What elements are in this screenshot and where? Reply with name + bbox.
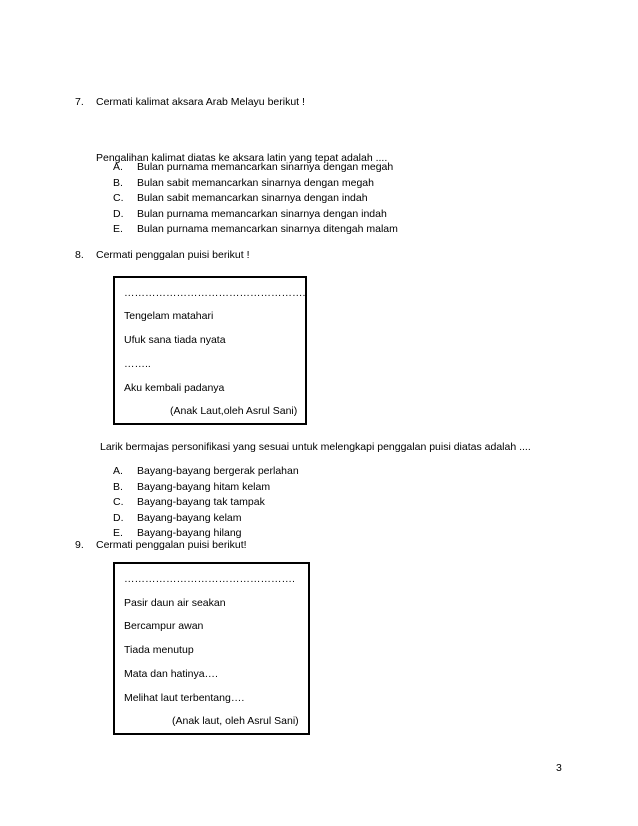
q8-options xyxy=(113,464,299,542)
q8-option-a: A. Bayang-bayang bergerak perlahan xyxy=(113,465,299,477)
q8-poem-line: …….. xyxy=(124,358,151,370)
q8-poem-line: ……………………………………………. xyxy=(124,287,306,299)
q8-instruction: Larik bermajas personifikasi yang sesuai untuk melengkapi penggalan puisi diatas adalah .... xyxy=(100,441,531,453)
q9-poem-line: Bercampur awan xyxy=(124,620,204,632)
q7-option-b: B. Bulan sabit memancarkan sinarnya dengan megah xyxy=(113,176,374,189)
q9-poem-line: Melihat laut terbentang…. xyxy=(124,692,245,704)
q9-poem-line: Mata dan hatinya…. xyxy=(124,668,218,680)
q8-poem-box xyxy=(113,276,307,425)
q8-poem-line: Ufuk sana tiada nyata xyxy=(124,334,226,346)
q7-number: 7. xyxy=(75,96,84,108)
q7-option-d: D. Bulan purnama memancarkan sinarnya dengan indah xyxy=(113,207,387,220)
q8-prompt: Cermati penggalan puisi berikut ! xyxy=(96,249,250,261)
q8-number: 8. xyxy=(75,249,84,261)
q7-options xyxy=(113,160,398,238)
q8-option-d: D. Bayang-bayang kelam xyxy=(113,511,242,524)
q8-option-c: C. Bayang-bayang tak tampak xyxy=(113,496,265,508)
q8-poem-source: (Anak Laut,oleh Asrul Sani) xyxy=(170,405,298,417)
q9-poem-line: Tiada menutup xyxy=(124,644,194,656)
q9-number: 9. xyxy=(75,539,84,551)
q9-prompt: Cermati penggalan puisi berikut! xyxy=(96,539,247,551)
q9-poem-source: (Anak laut, oleh Asrul Sani) xyxy=(172,715,299,727)
q9-poem-box xyxy=(113,562,310,735)
q7-option-c: C. Bulan sabit memancarkan sinarnya dengan indah xyxy=(113,192,368,204)
q8-option-b: B. Bayang-bayang hitam kelam xyxy=(113,480,271,493)
q8-option-e: E. Bayang-bayang hilang xyxy=(113,527,242,539)
q9-poem-line: Pasir daun air seakan xyxy=(124,597,226,609)
q7-option-a: A. Bulan purnama memancarkan sinarnya dengan megah xyxy=(113,161,394,173)
q7-prompt: Cermati kalimat aksara Arab Melayu berikut ! xyxy=(96,96,305,108)
q7-instruction: Pengalihan kalimat diatas ke aksara latin yang tepat adalah .... xyxy=(96,152,388,164)
q8-poem-line: Aku kembali padanya xyxy=(124,382,225,394)
q9-poem-line: …………………………………………. xyxy=(124,573,295,585)
page-number: 3 xyxy=(556,762,562,774)
q7-option-e: E. Bulan purnama memancarkan sinarnya ditengah malam xyxy=(113,223,398,235)
q8-poem-line: Tengelam matahari xyxy=(124,310,214,322)
